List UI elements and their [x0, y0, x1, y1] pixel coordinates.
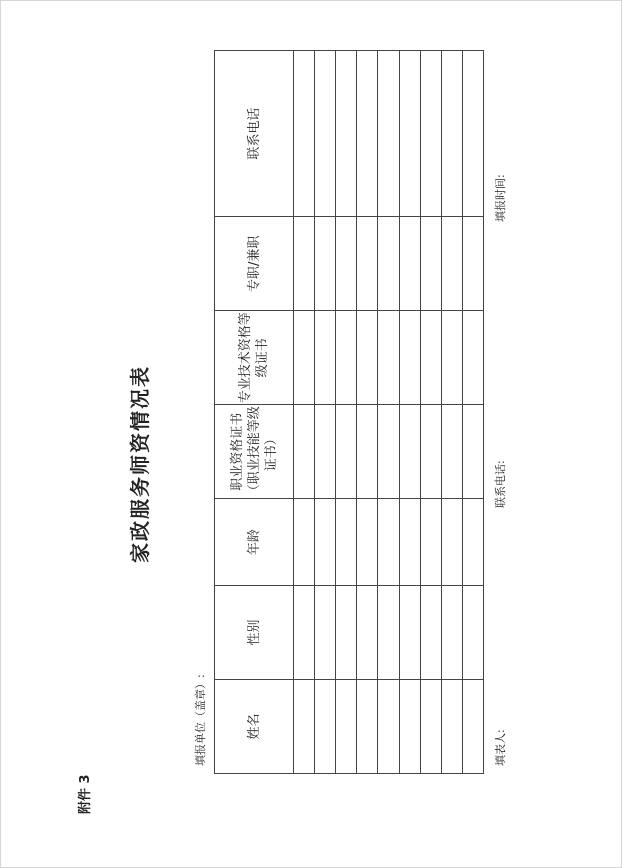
- table-cell[interactable]: [462, 680, 483, 774]
- header-fulltime-parttime: 专职/兼职: [215, 217, 294, 311]
- table-cell[interactable]: [315, 311, 336, 405]
- table-cell[interactable]: [441, 311, 462, 405]
- table-cell[interactable]: [399, 680, 420, 774]
- table-cell[interactable]: [336, 217, 357, 311]
- table-cell[interactable]: [357, 499, 378, 586]
- table-row: [336, 51, 357, 774]
- table-cell[interactable]: [294, 499, 315, 586]
- header-age: 年龄: [215, 499, 294, 586]
- table-cell[interactable]: [420, 586, 441, 680]
- table-cell[interactable]: [462, 311, 483, 405]
- header-phone: 联系电话: [215, 51, 294, 217]
- rotated-page-content: [66, 54, 546, 814]
- table-cell[interactable]: [315, 217, 336, 311]
- table-cell[interactable]: [441, 217, 462, 311]
- table-cell[interactable]: [399, 311, 420, 405]
- table-row: [399, 51, 420, 774]
- table-cell[interactable]: [357, 680, 378, 774]
- fill-time-label: 填报时间:: [494, 174, 507, 222]
- header-professional-certificate: 专业技术资格等级证书: [215, 311, 294, 405]
- header-vocational-certificate: 职业资格证书（职业技能等级证书）: [215, 405, 294, 499]
- table-cell[interactable]: [336, 680, 357, 774]
- table-row: [420, 51, 441, 774]
- table-cell[interactable]: [294, 311, 315, 405]
- table-row: [441, 51, 462, 774]
- table-cell[interactable]: [315, 499, 336, 586]
- table-cell[interactable]: [378, 680, 399, 774]
- table-cell[interactable]: [315, 51, 336, 217]
- table-cell[interactable]: [441, 586, 462, 680]
- header-name: 姓名: [215, 680, 294, 774]
- table-cell[interactable]: [441, 680, 462, 774]
- table-cell[interactable]: [399, 217, 420, 311]
- table-cell[interactable]: [378, 586, 399, 680]
- table-cell[interactable]: [294, 405, 315, 499]
- page-title: 家政服务师资情况表: [128, 365, 152, 563]
- table-cell[interactable]: [336, 51, 357, 217]
- table-cell[interactable]: [399, 405, 420, 499]
- table-cell[interactable]: [462, 499, 483, 586]
- fill-unit-label: 填报单位（盖章）:: [194, 674, 207, 766]
- table-cell[interactable]: [378, 311, 399, 405]
- table-cell[interactable]: [378, 217, 399, 311]
- table-cell[interactable]: [357, 311, 378, 405]
- table-row: [378, 51, 399, 774]
- table-row: [357, 51, 378, 774]
- table-cell[interactable]: [357, 586, 378, 680]
- table-cell[interactable]: [441, 51, 462, 217]
- table-cell[interactable]: [420, 405, 441, 499]
- table-cell[interactable]: [420, 217, 441, 311]
- table-cell[interactable]: [357, 51, 378, 217]
- table-cell[interactable]: [294, 51, 315, 217]
- table-cell[interactable]: [357, 217, 378, 311]
- table-cell[interactable]: [441, 405, 462, 499]
- table-cell[interactable]: [462, 405, 483, 499]
- header-gender: 性别: [215, 586, 294, 680]
- staff-table: [214, 50, 484, 774]
- table-cell[interactable]: [336, 311, 357, 405]
- table-cell[interactable]: [378, 499, 399, 586]
- staff-table-grid: [214, 50, 484, 774]
- table-cell[interactable]: [315, 680, 336, 774]
- table-cell[interactable]: [399, 51, 420, 217]
- table-cell[interactable]: [399, 586, 420, 680]
- table-cell[interactable]: [420, 311, 441, 405]
- table-cell[interactable]: [462, 51, 483, 217]
- table-cell[interactable]: [294, 217, 315, 311]
- table-cell[interactable]: [336, 586, 357, 680]
- table-cell[interactable]: [420, 499, 441, 586]
- table-cell[interactable]: [315, 405, 336, 499]
- table-row: [315, 51, 336, 774]
- table-cell[interactable]: [294, 586, 315, 680]
- attachment-label: 附件 3: [78, 774, 93, 814]
- filler-label: 填表人:: [494, 729, 507, 766]
- table-cell[interactable]: [462, 586, 483, 680]
- table-cell[interactable]: [315, 586, 336, 680]
- table-cell[interactable]: [462, 217, 483, 311]
- table-body: [294, 51, 484, 774]
- table-cell[interactable]: [357, 405, 378, 499]
- table-row: [462, 51, 483, 774]
- table-cell[interactable]: [441, 499, 462, 586]
- contact-phone-label: 联系电话:: [494, 460, 507, 508]
- table-cell[interactable]: [378, 405, 399, 499]
- table-header-row: [215, 51, 294, 774]
- table-row: [294, 51, 315, 774]
- table-cell[interactable]: [420, 51, 441, 217]
- table-cell[interactable]: [294, 680, 315, 774]
- table-cell[interactable]: [378, 51, 399, 217]
- table-cell[interactable]: [420, 680, 441, 774]
- table-cell[interactable]: [336, 405, 357, 499]
- table-cell[interactable]: [399, 499, 420, 586]
- table-cell[interactable]: [336, 499, 357, 586]
